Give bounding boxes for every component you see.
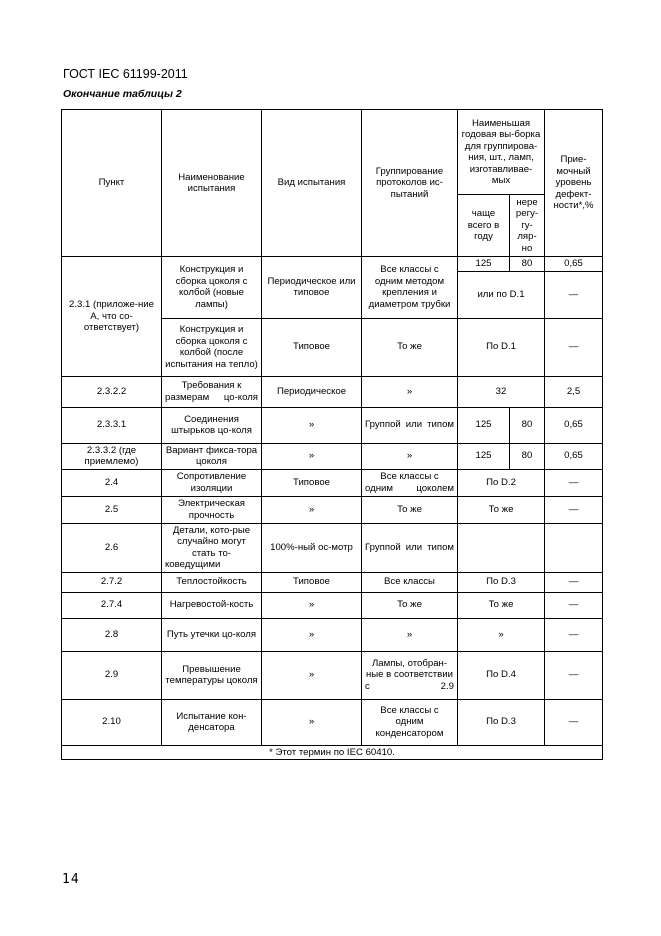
header-sample-size: Наименьшая годовая вы-борка для группирова-ния, шт., ламп, изготавливае-мых	[458, 110, 545, 195]
cell-test-name: Соединения штырьков цо-коля	[162, 407, 262, 443]
cell-grouping: Лампы, отобран-ные в соответствии с 2.9	[362, 651, 458, 699]
page-number: 14	[62, 872, 80, 887]
cell-sample	[458, 523, 545, 572]
cell-grouping: Группой или типом	[362, 523, 458, 572]
cell-punkt: 2.10	[62, 699, 162, 745]
cell-test-name: Детали, кото-рые случайно могут стать то-коведущими	[162, 523, 262, 572]
cell-level: —	[545, 271, 603, 318]
cell-test-type: Типовое	[262, 469, 362, 496]
cell-grouping: Группой или типом	[362, 407, 458, 443]
cell-test-name: Требования к размерам цо-коля	[162, 376, 262, 407]
document-header: ГОСТ IEC 61199-2011	[63, 67, 188, 81]
table-row	[62, 469, 603, 496]
cell-irregular: 80	[510, 257, 545, 272]
cell-sample: По D.3	[458, 699, 545, 745]
cell-punkt: 2.4	[62, 469, 162, 496]
cell-grouping: То же	[362, 496, 458, 523]
table-row	[62, 376, 603, 407]
cell-level: —	[545, 496, 603, 523]
cell-grouping: Все классы с одним конденсатором	[362, 699, 458, 745]
header-acceptance-level: Прие-мочный уровень дефект-ности*,%	[545, 110, 603, 257]
cell-test-name: Конструкция и сборка цоколя с колбой (после испытания на тепло)	[162, 318, 262, 376]
cell-often: 125	[458, 257, 510, 272]
cell-test-type: »	[262, 592, 362, 618]
cell-punkt: 2.3.2.2	[62, 376, 162, 407]
table-continuation-caption: Окончание таблицы 2	[63, 88, 182, 100]
cell-sample: По D.1	[458, 318, 545, 376]
cell-level: —	[545, 699, 603, 745]
cell-grouping: Все классы с одним методом крепления и диаметром трубки	[362, 257, 458, 319]
cell-sample-alt: или по D.1	[458, 271, 545, 318]
cell-test-type: Типовое	[262, 318, 362, 376]
cell-level: —	[545, 469, 603, 496]
test-table	[61, 109, 603, 760]
cell-test-type: Типовое	[262, 572, 362, 592]
cell-punkt: 2.5	[62, 496, 162, 523]
cell-test-name: Превышение температуры цоколя	[162, 651, 262, 699]
cell-test-name: Теплостойкость	[162, 572, 262, 592]
cell-irregular: 80	[510, 407, 545, 443]
cell-grouping: То же	[362, 592, 458, 618]
cell-grouping: »	[362, 376, 458, 407]
header-often: чаще всего в году	[458, 195, 510, 257]
cell-sample: 32	[458, 376, 545, 407]
header-test-type: Вид испытания	[262, 110, 362, 257]
cell-punkt: 2.3.3.2 (где приемлемо)	[62, 443, 162, 469]
cell-grouping: »	[362, 618, 458, 651]
cell-grouping: То же	[362, 318, 458, 376]
cell-level: —	[545, 592, 603, 618]
cell-test-name: Сопротивление изоляции	[162, 469, 262, 496]
cell-often: 125	[458, 443, 510, 469]
table-row	[62, 496, 603, 523]
cell-level: 0,65	[545, 257, 603, 272]
cell-sample: По D.3	[458, 572, 545, 592]
cell-sample: То же	[458, 592, 545, 618]
cell-punkt: 2.8	[62, 618, 162, 651]
cell-test-name: Путь утечки цо-коля	[162, 618, 262, 651]
cell-grouping: Все классы с одним цоколем	[362, 469, 458, 496]
cell-grouping: »	[362, 443, 458, 469]
cell-test-name: Испытание кон-денсатора	[162, 699, 262, 745]
cell-level: 0,65	[545, 407, 603, 443]
header-grouping: Группирование протоколов ис-пытаний	[362, 110, 458, 257]
cell-test-type: »	[262, 407, 362, 443]
header-test-name: Наименование испытания	[162, 110, 262, 257]
cell-test-type: 100%-ный ос-мотр	[262, 523, 362, 572]
cell-test-type: »	[262, 699, 362, 745]
table-row	[62, 699, 603, 745]
cell-sample: По D.4	[458, 651, 545, 699]
cell-sample: По D.2	[458, 469, 545, 496]
table-row	[62, 257, 603, 272]
cell-punkt: 2.3.1 (приложе-ние А, что со-ответствует)	[62, 257, 162, 377]
cell-test-type: »	[262, 618, 362, 651]
cell-punkt: 2.3.3.1	[62, 407, 162, 443]
header-irregular: нере регу-гу-ляр-но	[510, 195, 545, 257]
cell-level: —	[545, 651, 603, 699]
cell-test-type: Периодическое	[262, 376, 362, 407]
table-row	[62, 651, 603, 699]
cell-grouping: Все классы	[362, 572, 458, 592]
table-row	[62, 592, 603, 618]
table-row	[62, 523, 603, 572]
cell-sample: »	[458, 618, 545, 651]
cell-punkt: 2.9	[62, 651, 162, 699]
cell-level: —	[545, 572, 603, 592]
table-footnote: * Этот термин по IEC 60410.	[62, 745, 603, 760]
cell-level: —	[545, 618, 603, 651]
cell-test-name: Нагревостой-кость	[162, 592, 262, 618]
table-row	[62, 407, 603, 443]
cell-level: —	[545, 318, 603, 376]
cell-punkt: 2.7.4	[62, 592, 162, 618]
table-row	[62, 572, 603, 592]
cell-test-name: Вариант фикса-тора цоколя	[162, 443, 262, 469]
cell-level: 2,5	[545, 376, 603, 407]
cell-irregular: 80	[510, 443, 545, 469]
table-row	[62, 443, 603, 469]
cell-test-name: Электрическая прочность	[162, 496, 262, 523]
cell-level: 0,65	[545, 443, 603, 469]
cell-often: 125	[458, 407, 510, 443]
table-row	[62, 618, 603, 651]
cell-level	[545, 523, 603, 572]
cell-sample: То же	[458, 496, 545, 523]
cell-test-name: Конструкция и сборка цоколя с колбой (новые лампы)	[162, 257, 262, 319]
cell-test-type: »	[262, 651, 362, 699]
header-punkt: Пункт	[62, 110, 162, 257]
cell-punkt: 2.7.2	[62, 572, 162, 592]
cell-test-type: »	[262, 443, 362, 469]
cell-test-type: Периодическое или типовое	[262, 257, 362, 319]
cell-punkt: 2.6	[62, 523, 162, 572]
cell-test-type: »	[262, 496, 362, 523]
